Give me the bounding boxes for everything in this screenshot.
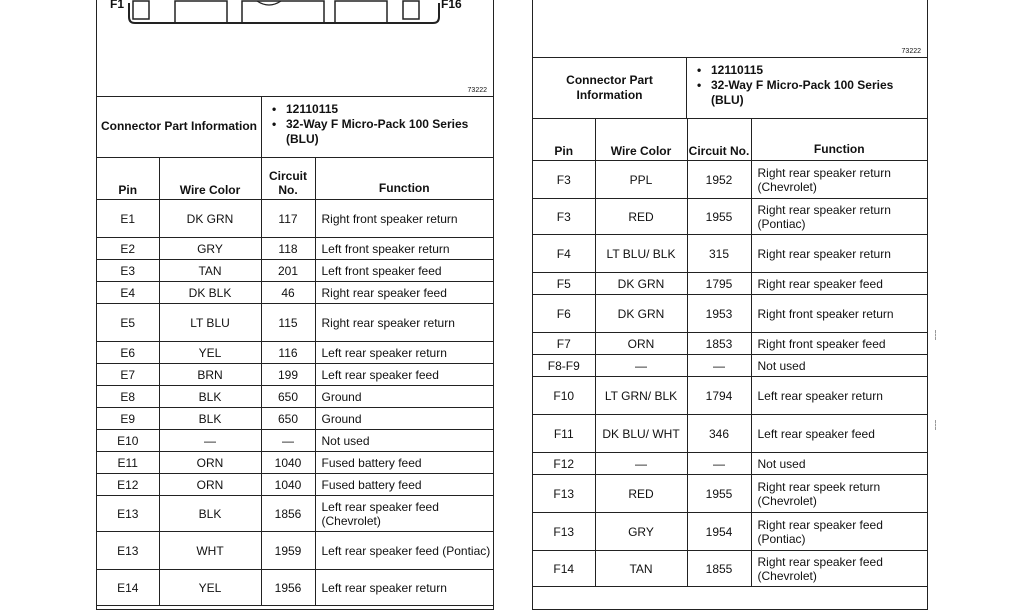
connector-figure: [533, 0, 927, 58]
cell-pin: F11: [533, 415, 595, 453]
cell-pin: E11: [97, 452, 159, 474]
table-header-row: [533, 118, 927, 161]
cell-wire-color: —: [595, 355, 687, 377]
cell-circuit-no: 1856: [261, 496, 315, 532]
cell-wire-color: ORN: [159, 474, 261, 496]
cell-pin: F12: [533, 453, 595, 475]
table-row: [533, 415, 927, 453]
cell-function: Left rear speaker feed (Pontiac): [315, 532, 493, 570]
pin-label-f1: F1: [110, 0, 125, 11]
cell-wire-color: BLK: [159, 408, 261, 430]
cell-circuit-no: 46: [261, 282, 315, 304]
cell-function: Right rear speek return (Chevrolet): [751, 475, 927, 513]
cell-pin: E3: [97, 260, 159, 282]
cell-function: Left front speaker return: [315, 238, 493, 260]
connector-info-label: Connector Part Information: [97, 96, 262, 157]
cell-pin: F7: [533, 333, 595, 355]
scan-mark: [935, 330, 939, 340]
table-row: [97, 408, 493, 430]
cell-circuit-no: 650: [261, 408, 315, 430]
connector-info: [533, 57, 927, 119]
cell-function: Right front speaker return: [315, 200, 493, 238]
cell-wire-color: WHT: [159, 532, 261, 570]
cell-wire-color: TAN: [595, 551, 687, 587]
header-wire-color: Wire Color: [595, 118, 687, 161]
pin-label-f16: F16: [441, 0, 462, 11]
cell-function: Right front speaker feed: [751, 333, 927, 355]
cell-function: Not used: [751, 453, 927, 475]
connector-info: [97, 96, 493, 158]
figure-code: 73222: [901, 48, 921, 55]
table-row: [533, 235, 927, 273]
scan-mark: [935, 420, 939, 430]
cell-pin: E9: [97, 408, 159, 430]
table-row: [97, 342, 493, 364]
left-connector-column: [96, 0, 494, 610]
header-pin: Pin: [97, 157, 159, 200]
table-row: [97, 386, 493, 408]
table-row: [533, 161, 927, 199]
cell-circuit-no: 199: [261, 364, 315, 386]
cell-wire-color: TAN: [159, 260, 261, 282]
cell-wire-color: DK BLU/ WHT: [595, 415, 687, 453]
cell-function: Left rear speaker feed: [315, 364, 493, 386]
right-connector-column: [532, 0, 928, 610]
pinout-table: [533, 118, 927, 587]
cell-function: Ground: [315, 386, 493, 408]
cell-pin: F3: [533, 199, 595, 235]
table-row: [97, 364, 493, 386]
cell-pin: F14: [533, 551, 595, 587]
cell-pin: E1: [97, 200, 159, 238]
cell-circuit-no: 117: [261, 200, 315, 238]
header-pin: Pin: [533, 118, 595, 161]
cell-pin: E2: [97, 238, 159, 260]
connector-face-drawing: [97, 0, 493, 96]
part-description: • 32-Way F Micro-Pack 100 Series (BLU): [697, 78, 927, 108]
cell-function: Right rear speaker return: [751, 235, 927, 273]
cell-wire-color: YEL: [159, 342, 261, 364]
cell-circuit-no: —: [687, 355, 751, 377]
cell-pin: E10: [97, 430, 159, 452]
cell-pin: E13: [97, 496, 159, 532]
cell-pin: E4: [97, 282, 159, 304]
cell-pin: F4: [533, 235, 595, 273]
cell-wire-color: GRY: [159, 238, 261, 260]
cell-function: Fused battery feed: [315, 474, 493, 496]
table-row: [533, 377, 927, 415]
connector-info-details: [262, 96, 493, 157]
cell-circuit-no: —: [687, 453, 751, 475]
cell-pin: F13: [533, 475, 595, 513]
table-row: [97, 260, 493, 282]
cell-wire-color: RED: [595, 475, 687, 513]
cell-wire-color: RED: [595, 199, 687, 235]
cell-wire-color: —: [595, 453, 687, 475]
cell-wire-color: ORN: [159, 452, 261, 474]
cell-pin: E6: [97, 342, 159, 364]
table-row: [97, 282, 493, 304]
table-row: [97, 430, 493, 452]
cell-circuit-no: 1954: [687, 513, 751, 551]
cell-pin: E13: [97, 532, 159, 570]
pinout-table: [97, 157, 493, 606]
connector-info-label: Connector Part Information: [533, 57, 687, 118]
table-row: [533, 453, 927, 475]
cell-function: Right rear speaker feed: [315, 282, 493, 304]
cell-pin: F6: [533, 295, 595, 333]
cell-function: Not used: [751, 355, 927, 377]
header-wire-color: Wire Color: [159, 157, 261, 200]
header-function: Function: [315, 157, 493, 200]
table-row: [97, 570, 493, 606]
cell-function: Right rear speaker feed (Pontiac): [751, 513, 927, 551]
cell-wire-color: —: [159, 430, 261, 452]
table-row: [97, 238, 493, 260]
cell-wire-color: YEL: [159, 570, 261, 606]
cell-pin: E8: [97, 386, 159, 408]
cell-circuit-no: 346: [687, 415, 751, 453]
table-row: [97, 474, 493, 496]
table-row: [533, 295, 927, 333]
connector-figure: [97, 0, 493, 97]
cell-function: Left front speaker feed: [315, 260, 493, 282]
table-header-row: [97, 157, 493, 200]
cell-circuit-no: 1955: [687, 475, 751, 513]
cell-circuit-no: 1040: [261, 474, 315, 496]
table-row: [533, 273, 927, 295]
part-number: • 12110115: [697, 63, 927, 78]
cell-circuit-no: 1955: [687, 199, 751, 235]
table-row: [97, 304, 493, 342]
cell-function: Right rear speaker feed (Chevrolet): [751, 551, 927, 587]
cell-circuit-no: 1855: [687, 551, 751, 587]
header-circuit-no: Circuit No.: [687, 118, 751, 161]
part-number: • 12110115: [272, 102, 493, 117]
cell-wire-color: BRN: [159, 364, 261, 386]
cell-function: Left rear speaker return: [315, 570, 493, 606]
cell-function: Right rear speaker return (Pontiac): [751, 199, 927, 235]
cell-wire-color: LT GRN/ BLK: [595, 377, 687, 415]
table-row: [97, 200, 493, 238]
table-row: [533, 355, 927, 377]
cell-function: Left rear speaker feed: [751, 415, 927, 453]
table-row: [533, 475, 927, 513]
cell-function: Right rear speaker feed: [751, 273, 927, 295]
cell-circuit-no: 1040: [261, 452, 315, 474]
cell-function: Right rear speaker return (Chevrolet): [751, 161, 927, 199]
cell-pin: E12: [97, 474, 159, 496]
cell-circuit-no: 1795: [687, 273, 751, 295]
cell-function: Not used: [315, 430, 493, 452]
cell-function: Right front speaker return: [751, 295, 927, 333]
cell-function: Ground: [315, 408, 493, 430]
cell-circuit-no: 116: [261, 342, 315, 364]
table-row: [97, 496, 493, 532]
cell-circuit-no: 650: [261, 386, 315, 408]
cell-circuit-no: 201: [261, 260, 315, 282]
table-row: [97, 532, 493, 570]
cell-pin: F13: [533, 513, 595, 551]
part-description: • 32-Way F Micro-Pack 100 Series (BLU): [272, 117, 493, 147]
cell-circuit-no: 1959: [261, 532, 315, 570]
table-row: [533, 551, 927, 587]
cell-circuit-no: 1956: [261, 570, 315, 606]
figure-code: 73222: [467, 87, 487, 94]
cell-circuit-no: 118: [261, 238, 315, 260]
cell-circuit-no: 115: [261, 304, 315, 342]
cell-wire-color: LT BLU: [159, 304, 261, 342]
header-function: Function: [751, 118, 927, 161]
table-row: [533, 513, 927, 551]
cell-wire-color: BLK: [159, 496, 261, 532]
cell-pin: F3: [533, 161, 595, 199]
cell-wire-color: DK GRN: [595, 295, 687, 333]
cell-function: Left rear speaker return: [751, 377, 927, 415]
cell-wire-color: PPL: [595, 161, 687, 199]
cell-function: Left rear speaker return: [315, 342, 493, 364]
cell-circuit-no: 1953: [687, 295, 751, 333]
cell-wire-color: LT BLU/ BLK: [595, 235, 687, 273]
cell-pin: F10: [533, 377, 595, 415]
cell-wire-color: GRY: [595, 513, 687, 551]
table-row: [533, 199, 927, 235]
cell-pin: F8-F9: [533, 355, 595, 377]
header-circuit-no: Circuit No.: [261, 157, 315, 200]
cell-pin: E7: [97, 364, 159, 386]
cell-circuit-no: 1853: [687, 333, 751, 355]
cell-wire-color: DK BLK: [159, 282, 261, 304]
cell-wire-color: BLK: [159, 386, 261, 408]
connector-info-details: [687, 57, 927, 118]
cell-function: Fused battery feed: [315, 452, 493, 474]
cell-circuit-no: —: [261, 430, 315, 452]
cell-function: Right rear speaker return: [315, 304, 493, 342]
cell-wire-color: DK GRN: [159, 200, 261, 238]
cell-circuit-no: 1794: [687, 377, 751, 415]
cell-pin: E5: [97, 304, 159, 342]
table-row: [533, 333, 927, 355]
cell-circuit-no: 315: [687, 235, 751, 273]
cell-wire-color: ORN: [595, 333, 687, 355]
table-row: [97, 452, 493, 474]
cell-circuit-no: 1952: [687, 161, 751, 199]
cell-wire-color: DK GRN: [595, 273, 687, 295]
cell-function: Left rear speaker feed (Chevrolet): [315, 496, 493, 532]
cell-pin: E14: [97, 570, 159, 606]
cell-pin: F5: [533, 273, 595, 295]
